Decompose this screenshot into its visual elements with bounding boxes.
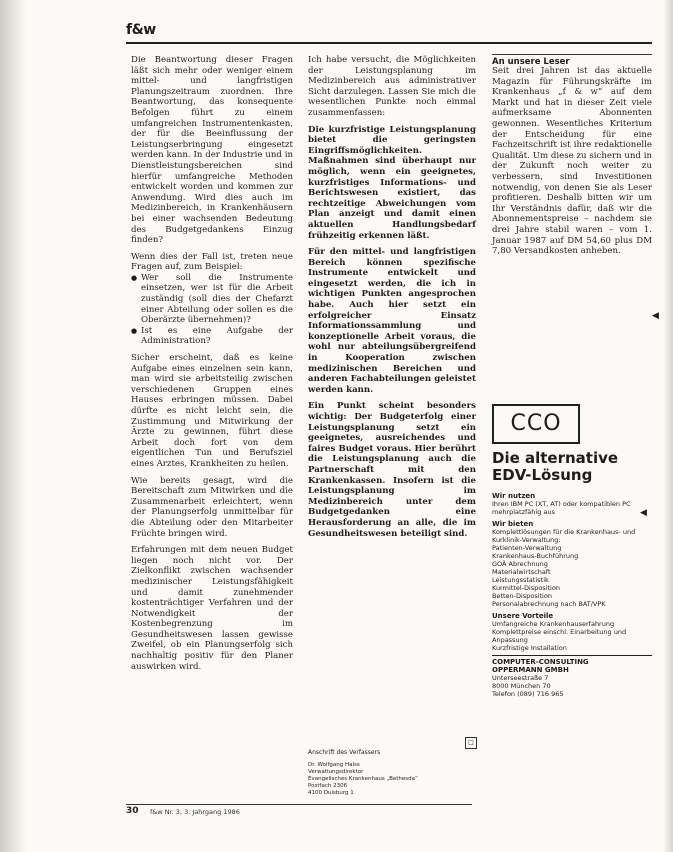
page-shadow-right	[663, 0, 673, 852]
paragraph-bold: Ein Punkt scheint besonders wichtig: Der Budgeterfolg einer Leistungsplanung setzt ein geeignetes, ausreichendes und faires Budget voraus. Hier berührt die Leistungsplanung auch die Partnerschaft mit den Krankenkassen. Insofern ist die Leistungsplanung im Medizinbereich unter dem Budgetgedanken eine Herausforderung an alle, die im Gesundheitswesen beteiligt sind.	[308, 401, 476, 539]
ad-list-item: Kurzfristige Installation	[492, 644, 567, 652]
ad-divider	[492, 655, 652, 656]
company-address: 8000 München 70	[492, 682, 551, 690]
ad-list-item: Komplettlösungen für die Krankenhaus- und Kurklinik-Verwaltung:	[492, 528, 636, 544]
author-line: Verwaltungsdirektor	[308, 769, 364, 775]
margin-marker-icon: ◀	[640, 508, 647, 518]
ad-title	[492, 450, 652, 484]
cco-logo-text: CCO	[510, 411, 562, 436]
end-of-article-icon: □	[465, 737, 477, 749]
author-address	[308, 749, 458, 797]
reader-notice-title: An unsere Leser	[492, 57, 570, 67]
company-phone: Telefon (089) 716 965	[492, 690, 564, 698]
paragraph: Erfahrungen mit dem neuen Budget liegen noch nicht vor. Der Zielkonflikt zwischen wachsender medizinischer Leistungsfähigkeit und damit zunehmender kostenträchtiger Verfahren und der Notwendigkeit der Kostenbegrenzung im Gesundheitswesen lassen gewisse Zweifel, ob ein Planungserfolg sich nachhaltig positiv für den Planer auswirken wird.	[131, 545, 293, 672]
reader-notice	[492, 66, 652, 263]
ad-list-item: Komplettpreise einschl. Einarbeitung und Anpassung	[492, 628, 627, 644]
ad-text: Ihren IBM PC (XT, AT) oder kompatiblen PC mehrplatzfähig aus	[492, 500, 631, 516]
magazine-logo: f&w	[126, 22, 156, 38]
company-name: OPPERMANN GMBH	[492, 666, 569, 674]
author-line: 4100 Duisburg 1	[308, 790, 354, 796]
ad-section-heading: Wir bieten	[492, 520, 534, 528]
cco-logo	[492, 404, 580, 444]
column-2	[308, 55, 476, 545]
paragraph: Ich habe versucht, die Möglichkeiten der Leistungsplanung im Medizinbereich aus administrativer Sicht darzulegen. Lassen Sie mich die wesentlichen Punkte noch einmal zusammenfassen:	[308, 55, 476, 118]
footer-text: f&w Nr. 3, 3. Jahrgang 1986	[150, 808, 240, 816]
ad-section-heading: Unsere Vorteile	[492, 612, 554, 620]
ad-list-item: Betten-Disposition	[492, 592, 552, 600]
author-line: Dr. Wolfgang Halss	[308, 762, 360, 768]
ad-list-item: Personalabrechnung nach BAT/VPK	[492, 600, 606, 608]
ad-list-item: Kurmittel-Disposition	[492, 584, 560, 592]
company-name: COMPUTER-CONSULTING	[492, 658, 589, 666]
footer-rule	[126, 804, 472, 805]
list-item: ● Ist es eine Aufgabe der Administration?	[131, 326, 293, 347]
ad-list-item: Leistungsstatistik	[492, 576, 549, 584]
ad-list-item: Materialwirtschaft	[492, 568, 551, 576]
header-rule	[126, 42, 652, 44]
paragraph: Die Beantwortung dieser Fragen läßt sich mehr oder weniger einem mittel- und langfristigen Planungszeitraum zuordnen. Ihre Beantwortung, das konsequente Befolgen führt zu einem umfangreichen Instrumentenkasten, der für die Beeinflussung der Leistungserbringung eingesetzt werden kann. In der Industrie und in Dienstleistungsbereichen sind hierfür umfangreiche Methoden entwickelt worden und kommen zur Anwendung. Wird dies auch im Medizinbereich, in Krankenhäusern bei einer wachsenden Bedeutung des Budgetgedankens Einzug finden?	[131, 55, 293, 246]
question-list	[131, 273, 293, 347]
ad-list-item: GOÄ Abrechnung	[492, 560, 548, 568]
ad-section-heading: Wir nutzen	[492, 492, 536, 500]
ad-title-line: Die alternative	[492, 449, 619, 467]
ad-list-item: Patienten-Verwaltung	[492, 544, 562, 552]
paragraph-bold: Die kurzfristige Leistungsplanung bietet die geringsten Eingriffsmöglichkeiten. Maßnahmen sind überhaupt nur möglich, wenn ein geeignetes, kurzfristiges Informations- und Berichtswesen existiert, das rechtzeitige Abweichungen vom Plan anzeigt und damit einen aktuellen Handlungsbedarf frühzeitig erkennen läßt.	[308, 124, 476, 241]
author-line: Evangelisches Krankenhaus „Bethesda“	[308, 776, 418, 782]
margin-marker-icon: ◀	[652, 311, 659, 321]
page-number: 30	[126, 806, 139, 816]
paragraph: Sicher erscheint, daß es keine Aufgabe eines einzelnen sein kann, man wird sie arbeitsteilig zwischen verschiedenen Gruppen eines Hauses erbringen müssen. Dabei dürfte es nicht leicht sein, die Zustimmung und Mitwirkung der Ärzte zu gewinnen, führt diese Arbeit doch fort von dem eigentlichen Tun und Berufsziel eines Arztes, Krankheiten zu heilen.	[131, 353, 293, 469]
paragraph: Wie bereits gesagt, wird die Bereitschaft zum Mitwirken und die Zusammenarbeit erleichtert, wenn der Planungserfolg unmittelbar für die Abteilung oder den Mitarbeiter Früchte bringen wird.	[131, 475, 293, 539]
paragraph: Wenn dies der Fall ist, treten neue Fragen auf, zum Beispiel:	[131, 251, 293, 273]
advertisement	[492, 402, 652, 737]
author-heading: Anschrift des Verfassers	[308, 749, 381, 756]
page-shadow-left	[0, 0, 26, 852]
column-1	[131, 55, 293, 678]
paragraph-bold: Für den mittel- und langfristigen Bereich können spezifische Instrumente entwickelt und eingesetzt werden, die ich in wichtigen Punkten angesprochen habe. Auch hier setzt ein erfolgreicher Einsatz Informationssammlung und konzeptionelle Arbeit voraus, die wohl nur abteilungsübergreifend in Kooperation zwischen medizinischen Bereichen und anderen Fachabteilungen geleistet werden kann.	[308, 247, 476, 395]
ad-title-line: EDV-Lösung	[492, 466, 593, 484]
reader-notice-text: Seit drei Jahren ist das aktuelle Magazin für Führungskräfte im Krankenhaus „f & w“ auf dem Markt und hat in dieser Zeit viele aufmerksame Abonnenten gewonnen. Wesentliches Kriterium der Entscheidung für eine Fachzeitschrift ist ihre redaktionelle Qualität. Um diese zu sichern und in der Zukunft noch weiter zu verbessern, sind Investitionen notwendig, von denen Sie als Leser profitieren. Deshalb bitten wir um Ihr Verständnis dafür, daß wir die Abonnementspreise – nachdem sie drei Jahre stabil waren – vom 1. Januar 1987 auf DM 54,60 plus DM 7,80 Versandkosten anheben.	[492, 66, 652, 257]
company-address: Unterseestraße 7	[492, 674, 549, 682]
ad-list-item: Krankenhaus-Buchführung	[492, 552, 579, 560]
author-line: Postfach 2306	[308, 783, 348, 789]
list-item: ● Wer soll die Instrumente einsetzen, wer ist für die Arbeit zuständig (soll dies der Chefarzt einer Abteilung oder sollen es die Oberärzte übernehmen)?	[131, 273, 293, 326]
ad-list-item: Umfangreiche Krankenhauserfahrung	[492, 620, 615, 628]
